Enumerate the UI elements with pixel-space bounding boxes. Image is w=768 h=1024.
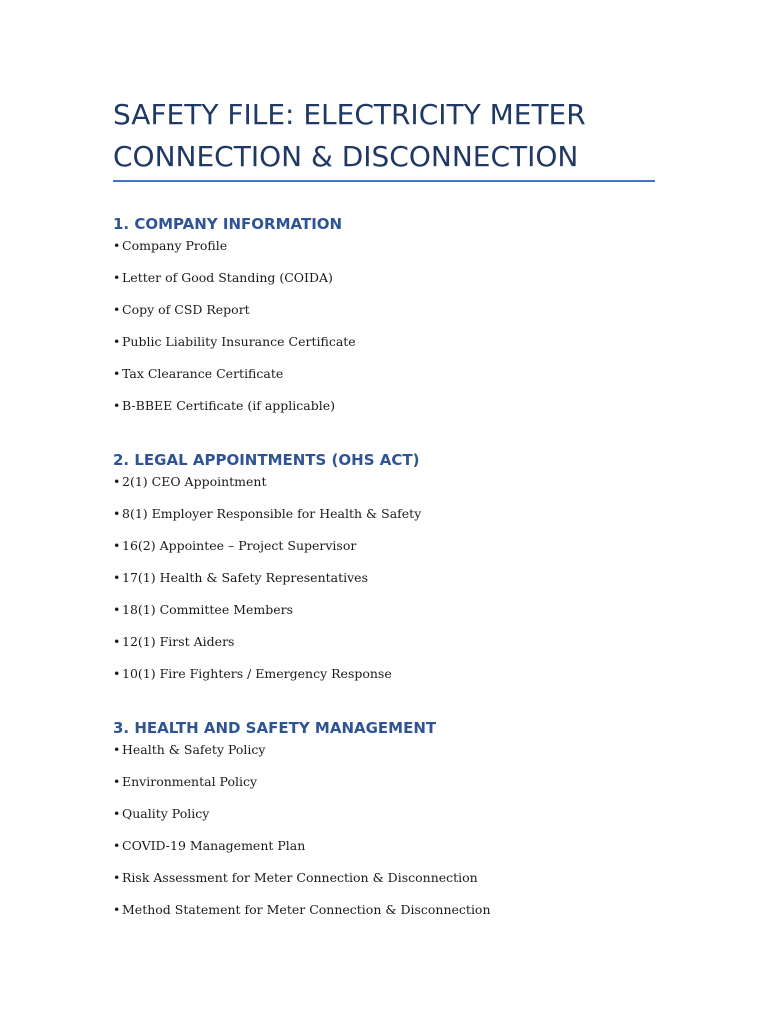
list-item [113,301,673,333]
list-item [113,505,673,537]
list-item [113,601,673,633]
list-item [113,741,673,773]
bullet-icon: • [113,902,121,917]
section-item-list [113,237,673,429]
section-heading: 3. HEALTH AND SAFETY MANAGEMENT [113,719,437,737]
list-item-text: B-BBEE Certificate (if applicable) [122,398,336,413]
list-item [113,773,673,805]
bullet-icon: • [113,474,121,489]
section-health-safety-management [113,715,673,933]
list-item-text: Environmental Policy [122,774,258,789]
list-item-text: Company Profile [122,238,228,253]
title-underline-rule [113,180,655,182]
bullet-icon: • [113,838,121,853]
document-title [113,94,673,178]
bullet-icon: • [113,570,121,585]
bullet-icon: • [113,806,121,821]
list-item-text: Copy of CSD Report [122,302,250,317]
list-item [113,473,673,505]
list-item [113,269,673,301]
list-item [113,869,673,901]
bullet-icon: • [113,666,121,681]
section-heading: 1. COMPANY INFORMATION [113,215,343,233]
section-item-list [113,473,673,697]
section-company-information [113,211,673,429]
bullet-icon: • [113,538,121,553]
list-item-text: 16(2) Appointee – Project Supervisor [122,538,357,553]
bullet-icon: • [113,634,121,649]
list-item-text: 10(1) Fire Fighters / Emergency Response [122,666,392,681]
list-item-text: Tax Clearance Certificate [122,366,284,381]
list-item [113,365,673,397]
bullet-icon: • [113,506,121,521]
list-item-text: Letter of Good Standing (COIDA) [122,270,333,285]
list-item [113,837,673,869]
list-item [113,665,673,697]
list-item-text: 2(1) CEO Appointment [122,474,267,489]
list-item-text: 18(1) Committee Members [122,602,294,617]
list-item-text: COVID-19 Management Plan [122,838,306,853]
list-item-text: Quality Policy [122,806,210,821]
bullet-icon: • [113,270,121,285]
list-item [113,569,673,601]
list-item-text: 12(1) First Aiders [122,634,235,649]
bullet-icon: • [113,302,121,317]
list-item [113,901,673,933]
bullet-icon: • [113,742,121,757]
list-item [113,633,673,665]
list-item [113,397,673,429]
list-item-text: 8(1) Employer Responsible for Health & Safety [122,506,422,521]
section-heading: 2. LEGAL APPOINTMENTS (OHS ACT) [113,451,420,469]
list-item [113,237,673,269]
list-item-text: Method Statement for Meter Connection & Disconnection [122,902,491,917]
bullet-icon: • [113,238,121,253]
section-legal-appointments [113,447,673,697]
list-item [113,805,673,837]
section-item-list [113,741,673,933]
bullet-icon: • [113,774,121,789]
bullet-icon: • [113,366,121,381]
bullet-icon: • [113,870,121,885]
bullet-icon: • [113,602,121,617]
list-item-text: Public Liability Insurance Certificate [122,334,356,349]
list-item [113,537,673,569]
list-item-text: 17(1) Health & Safety Representatives [122,570,368,585]
document-title-line-2: CONNECTION & DISCONNECTION [113,140,579,173]
bullet-icon: • [113,398,121,413]
list-item-text: Risk Assessment for Meter Connection & Disconnection [122,870,478,885]
list-item-text: Health & Safety Policy [122,742,266,757]
bullet-icon: • [113,334,121,349]
document-title-line-1: SAFETY FILE: ELECTRICITY METER [113,98,586,131]
list-item [113,333,673,365]
